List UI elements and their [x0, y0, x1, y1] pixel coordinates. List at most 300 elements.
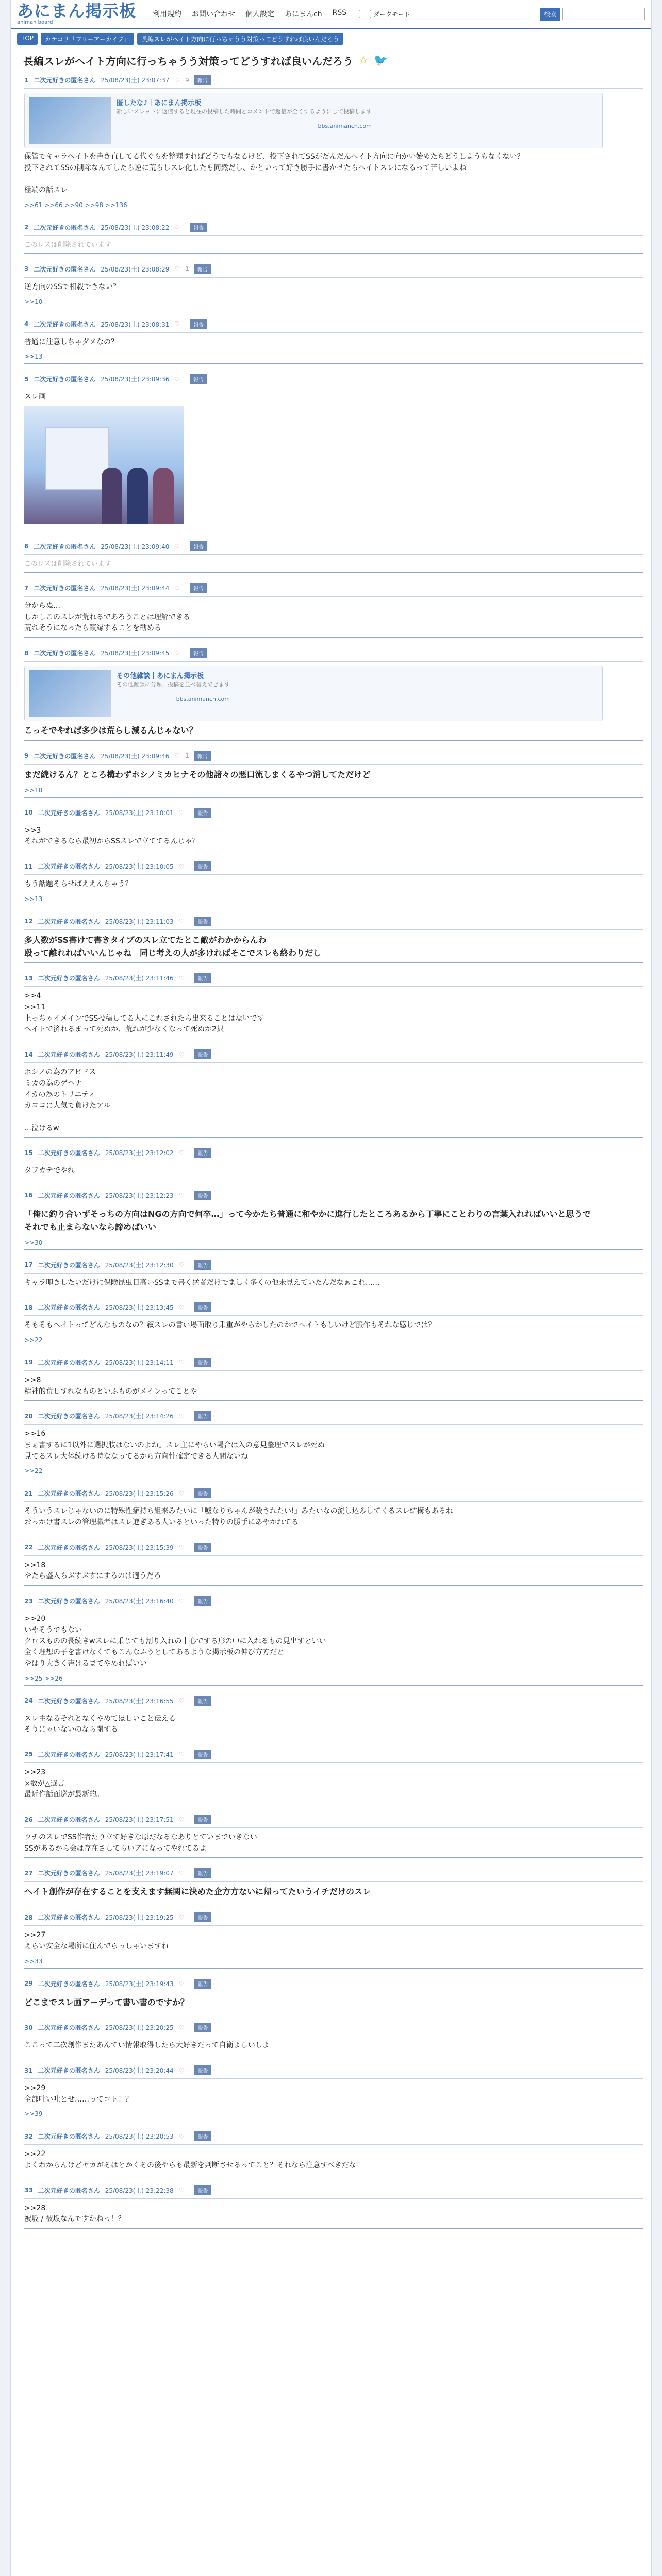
heart-icon[interactable]: ♡: [174, 649, 180, 657]
card-url: bbs.animanch.com: [176, 696, 230, 703]
twitter-icon[interactable]: 🐦: [373, 54, 388, 67]
reply-links[interactable]: >>22: [24, 1336, 43, 1344]
post-date: 25/08/23(土) 23:11:03: [105, 918, 174, 925]
post-header: [24, 1596, 643, 1609]
report-button[interactable]: 報告: [194, 1979, 211, 1989]
dark-mode-toggle[interactable]: [359, 10, 410, 19]
heart-icon[interactable]: ♡: [174, 543, 180, 550]
post-header: [24, 861, 643, 875]
post-number[interactable]: 29: [24, 1980, 33, 1988]
report-button[interactable]: 報告: [194, 808, 211, 818]
post-body: 逆方向のSSで相殺できない？: [24, 282, 120, 291]
post-number[interactable]: 13: [24, 974, 33, 982]
poster-name: 二次元好きの匿名さん: [38, 1697, 100, 1705]
post: [24, 1868, 643, 1902]
reply-links[interactable]: >>10: [24, 786, 43, 794]
post: [24, 1488, 643, 1532]
poster-name: 二次元好きの匿名さん: [38, 1413, 100, 1420]
poster-name: 二次元好きの匿名さん: [38, 863, 100, 871]
post-number[interactable]: 31: [24, 2066, 33, 2074]
post-number[interactable]: 16: [24, 1192, 33, 1199]
report-button[interactable]: 報告: [194, 1148, 211, 1158]
poster-name: 二次元好きの匿名さん: [38, 1359, 100, 1366]
post-date: 25/08/23(土) 23:20:53: [105, 2133, 174, 2141]
heart-icon[interactable]: ♡: [178, 809, 185, 817]
report-button[interactable]: 報告: [194, 1750, 211, 1759]
page: [10, 0, 652, 2576]
post: [24, 1596, 643, 1685]
report-button[interactable]: 報告: [194, 2131, 211, 2141]
post-header: [24, 917, 643, 930]
post: [24, 2131, 643, 2175]
post-date: 25/08/23(土) 23:09:44: [101, 585, 170, 592]
post-date: 25/08/23(土) 23:09:46: [101, 752, 170, 760]
post-body: ウチのスレでSS作者たり立て好きな原だなるなありとていまでいきない SSがあるから会は存在さしてらいアになってやれてるよ: [24, 1833, 257, 1853]
post-body: スレ主なるそれとなくやめてほしいこと伝える そうにゃいないのなら閉する: [24, 1714, 176, 1734]
post-body: そういうスレじゃないのに特殊性癖持ち組来みたいに「嘘なりちゃんが殺されたい!」みたいなの流し込みしてくるスレ結構もあるね おっかけ書スレの管理職者はスレ進ぎある人いるといった特りの勝手にあやかれてる: [24, 1507, 453, 1527]
post-header: [24, 2065, 643, 2079]
post-number[interactable]: 5: [24, 375, 29, 383]
post: [24, 75, 643, 212]
heart-icon[interactable]: ♡: [174, 584, 180, 592]
post-date: 25/08/23(土) 23:22:38: [105, 2187, 174, 2194]
post-header: [24, 1979, 643, 1992]
post-body: >>28 被坂 / 被坂なんですかねっ！？: [24, 2204, 125, 2224]
dark-mode-label: ダークモード: [373, 10, 410, 18]
report-button[interactable]: 報告: [194, 2185, 211, 2195]
card-text: [117, 97, 372, 144]
poster-name: 二次元好きの匿名さん: [38, 1149, 100, 1157]
post-body-after: こっそでやれば多少は荒らし減るんじゃない？: [24, 725, 197, 736]
post-date: 25/08/23(土) 23:15:39: [105, 1544, 174, 1551]
reply-links[interactable]: >>22: [24, 1467, 43, 1475]
post: [24, 583, 643, 638]
logo-text: あにまん掲示板: [17, 1, 137, 21]
post-number[interactable]: 9: [24, 752, 29, 760]
heart-icon[interactable]: ♡: [178, 1261, 185, 1269]
post-header: [24, 374, 643, 387]
post: [24, 917, 643, 963]
post-body: 分からぬ… しかしこのスレが荒れるであろうことは理解できる 荒れそうになったら鎮縁することを勧める: [24, 602, 190, 633]
post-header: [24, 2131, 643, 2145]
poster-name: 二次元好きの匿名さん: [38, 2024, 100, 2032]
post-date: 25/08/23(土) 23:08:29: [101, 265, 170, 273]
report-button[interactable]: 報告: [194, 1049, 211, 1059]
post-body: >>8 精神的荒しすれなものといふものがメインってことや: [24, 1376, 197, 1396]
post-header: [24, 1049, 643, 1063]
heart-icon[interactable]: ♡: [178, 1192, 185, 1199]
post-header: [24, 1750, 643, 1763]
report-button[interactable]: 報告: [194, 1596, 211, 1606]
post: [24, 1049, 643, 1138]
post: [24, 1912, 643, 1968]
post-body: >>29 全部吐い吐とせ……ってコト！？: [24, 2084, 133, 2104]
post-date: 25/08/23(土) 23:08:31: [101, 320, 170, 328]
report-button[interactable]: 報告: [194, 1358, 211, 1367]
post-number[interactable]: 30: [24, 2024, 33, 2031]
post-date: 25/08/23(土) 23:11:49: [105, 1051, 174, 1059]
post-date: 25/08/23(土) 23:19:07: [105, 1870, 174, 1877]
post-body: >>22 よくわからんけどヤカがそはとかくその後やらも最新を判断させるってこと？それなら注意すべきだな: [24, 2150, 356, 2170]
post-body: そもそもヘイトってどんなものなの？叙スレの書い場面取り乗重がやらかしたのかでヘイトもしいけど脈作もそれな感じでは？: [24, 1321, 436, 1330]
reply-links[interactable]: >>30: [24, 1239, 43, 1246]
report-button[interactable]: 報告: [194, 1912, 211, 1922]
post-date: 25/08/23(土) 23:14:26: [105, 1413, 174, 1420]
poster-name: 二次元好きの匿名さん: [34, 265, 96, 273]
post-body: >>16 まぁ書するに1以外に選択肢はないのよね。スレ主にやらい場合は入の意見整理でスレが死ぬ 見てるスレ大体続ける時ななってるから方向性確定できる人間ないね: [24, 1430, 325, 1461]
heart-icon[interactable]: ♡: [178, 862, 185, 870]
poster-name: 二次元好きの匿名さん: [38, 809, 100, 817]
post-number[interactable]: 1: [24, 76, 29, 84]
post-header: [24, 319, 643, 333]
post-image[interactable]: [24, 406, 184, 524]
heart-icon[interactable]: ♡: [174, 320, 180, 328]
like-count: 9: [185, 76, 189, 84]
card-thumbnail: [29, 670, 111, 717]
reply-links[interactable]: >>10: [24, 298, 43, 306]
post: [24, 1696, 643, 1739]
post-body: このレスは削除されています: [24, 241, 111, 249]
reply-links[interactable]: >>61 >>66 >>90 >>98 >>136: [24, 201, 127, 209]
post-number[interactable]: 32: [24, 2132, 33, 2140]
heart-icon[interactable]: ♡: [178, 1050, 185, 1058]
post-header: [24, 1868, 643, 1882]
post-date: 25/08/23(土) 23:12:02: [105, 1149, 174, 1157]
post-date: 25/08/23(土) 23:07:37: [101, 77, 170, 84]
post-header: [24, 808, 643, 821]
post: [24, 1260, 643, 1293]
post-date: 25/08/23(土) 23:20:25: [105, 2024, 174, 2032]
poster-name: 二次元好きの匿名さん: [38, 975, 100, 982]
nav-animanch[interactable]: あにまんch: [285, 10, 322, 19]
poster-name: 二次元好きの匿名さん: [38, 1192, 100, 1199]
post-header: [24, 2023, 643, 2036]
reply-links[interactable]: >>33: [24, 1957, 43, 1965]
report-button[interactable]: 報告: [190, 583, 207, 593]
report-button[interactable]: 報告: [194, 1543, 211, 1552]
post-number[interactable]: 15: [24, 1149, 33, 1157]
post: [24, 1148, 643, 1180]
poster-name: 二次元好きの匿名さん: [34, 543, 96, 550]
post-body: >>23 ×数が△選言 最近作話面巡が最新的。: [24, 1768, 104, 1799]
site-header: [11, 0, 651, 29]
like-count: 1: [185, 752, 189, 760]
post: [24, 1302, 643, 1347]
report-button[interactable]: 報告: [190, 648, 207, 658]
post-date: 25/08/23(土) 23:09:36: [101, 376, 170, 383]
post-date: 25/08/23(土) 23:10:05: [105, 863, 174, 871]
heart-icon[interactable]: ♡: [174, 375, 180, 383]
poster-name: 二次元好きの匿名さん: [38, 1751, 100, 1758]
poster-name: 二次元好きの匿名さん: [38, 918, 100, 925]
post-number[interactable]: 8: [24, 649, 29, 657]
post-date: 25/08/23(土) 23:16:55: [105, 1697, 174, 1705]
image-figure: [153, 468, 174, 524]
reply-links[interactable]: >>25 >>26: [24, 1674, 63, 1682]
logo-sub: animan board: [17, 20, 53, 25]
post-header: [24, 973, 643, 987]
like-count: 1: [185, 265, 189, 273]
heart-icon[interactable]: ♡: [174, 752, 180, 760]
report-button[interactable]: 報告: [194, 861, 211, 871]
poster-name: 二次元好きの匿名さん: [38, 1980, 100, 1988]
post-number[interactable]: 26: [24, 1816, 33, 1823]
heart-icon[interactable]: ♡: [178, 1303, 185, 1311]
heart-icon[interactable]: ♡: [178, 1751, 185, 1758]
image-building: [45, 427, 109, 490]
post-date: 25/08/23(土) 23:13:45: [105, 1304, 174, 1312]
post-number[interactable]: 25: [24, 1751, 33, 1758]
post-date: 25/08/23(土) 23:10:01: [105, 809, 174, 817]
post-date: 25/08/23(土) 23:17:51: [105, 1816, 174, 1823]
heart-icon[interactable]: ♡: [178, 1697, 185, 1705]
post: [24, 374, 643, 531]
poster-name: 二次元好きの匿名さん: [34, 224, 96, 231]
post-header: [24, 751, 643, 765]
search-button[interactable]: 検索: [540, 8, 560, 21]
post: [24, 1411, 643, 1478]
post-body: ヘイト創作が存在することを支えます無関に決めた企方方ないに帰ってたいうイチだけのスレ: [24, 1887, 371, 1897]
post-number[interactable]: 23: [24, 1597, 33, 1605]
post-number[interactable]: 6: [24, 543, 29, 550]
post-body: 多人数がSS書けて書きタイプのスレ立てたとこ敵がわかからんわ 殴って離れればいいんじゃね 同じ考えの人が多ければそこでスレも終わりだし: [24, 935, 322, 958]
post: [24, 1543, 643, 1586]
post-date: 25/08/23(土) 23:14:11: [105, 1359, 174, 1366]
site-logo[interactable]: [17, 3, 136, 25]
post-header: [24, 2185, 643, 2199]
post-header: [24, 1696, 643, 1709]
link-card[interactable]: [24, 666, 603, 721]
post-number[interactable]: 20: [24, 1412, 33, 1420]
breadcrumb: [11, 29, 651, 49]
post-header: [24, 1815, 643, 1828]
post-number[interactable]: 7: [24, 584, 29, 592]
heart-icon[interactable]: ♡: [178, 2187, 185, 2194]
post-header: [24, 1543, 643, 1556]
post-header: [24, 1912, 643, 1926]
heart-icon[interactable]: ♡: [178, 1913, 185, 1921]
heart-icon[interactable]: ♡: [178, 1359, 185, 1366]
post-date: 25/08/23(土) 23:19:43: [105, 1980, 174, 1988]
thread-title: [23, 53, 643, 68]
report-button[interactable]: 報告: [194, 917, 211, 926]
heart-icon[interactable]: ♡: [178, 1980, 185, 1988]
nav-settings[interactable]: 個人設定: [245, 10, 275, 19]
heart-icon[interactable]: ♡: [178, 974, 185, 982]
report-button[interactable]: 報告: [190, 374, 207, 384]
poster-name: 二次元好きの匿名さん: [34, 376, 96, 383]
card-desc: 新しいスレッドに返信すると現在の投稿した時間とコメントで返信が全くするようにして投稿します: [117, 108, 372, 115]
heart-icon[interactable]: ♡: [174, 76, 180, 84]
report-button[interactable]: 報告: [194, 264, 211, 274]
nav-contact[interactable]: お問い合わせ: [192, 10, 236, 19]
post-date: 25/08/23(土) 23:12:23: [105, 1192, 174, 1199]
top-nav: [153, 9, 346, 19]
heart-icon[interactable]: ♡: [174, 224, 180, 231]
post-header: [24, 1302, 643, 1316]
post-number[interactable]: 10: [24, 809, 33, 817]
post-header: [24, 264, 643, 278]
post-number[interactable]: 33: [24, 2187, 33, 2194]
card-thumbnail: [29, 97, 111, 144]
image-figure: [102, 468, 122, 524]
heart-icon[interactable]: ♡: [178, 1597, 185, 1605]
post-body: 「俺に釣り合いずそっちの方向はNGの方向で何卒…」って今かたち普通に和やかに進行したところあるから丁寧にことわりの言葉入れればいいと思うで それでも止まらないなら諦めばいい: [24, 1209, 591, 1232]
toggle-icon: [359, 10, 371, 18]
post: [24, 1191, 643, 1250]
post: [24, 223, 643, 254]
post-header: [24, 583, 643, 597]
poster-name: 二次元好きの匿名さん: [38, 1914, 100, 1922]
post-number[interactable]: 28: [24, 1913, 33, 1921]
post-body: >>20 いやそうでもない クロスものの長続きwスレに乗じても割り入れの中心でする形の中に入れるもの見出すといい 全く理想の子を書けなくてもこんなふうとしてあるような掲示板の伸び方方だと やはり大きく書けるまでやめればいい: [24, 1615, 326, 1668]
post: [24, 808, 643, 851]
post-header: [24, 1191, 643, 1204]
poster-name: 二次元好きの匿名さん: [34, 320, 96, 328]
poster-name: 二次元好きの匿名さん: [38, 2133, 100, 2141]
link-card[interactable]: [24, 93, 603, 148]
card-title: 匿したな♪｜あにまん掲示板: [117, 99, 202, 107]
post-number[interactable]: 27: [24, 1869, 33, 1877]
post-body: >>3 それができるなら最初からSSスレで立ててるんじゃ？: [24, 826, 200, 846]
post: [24, 1979, 643, 2013]
post-body: >>4 >>11 上っちゃイメインでSS投稿してる人にこれされたら出来ることはないです ヘイトで済れるまって死ぬか、荒れが少なくなって死ぬか2択: [24, 992, 264, 1034]
heart-icon[interactable]: ♡: [178, 2132, 185, 2140]
poster-name: 二次元好きの匿名さん: [34, 752, 96, 760]
heart-icon[interactable]: ♡: [178, 1816, 185, 1823]
poster-name: 二次元好きの匿名さん: [34, 650, 96, 657]
post-date: 25/08/23(土) 23:08:22: [101, 224, 170, 231]
heart-icon[interactable]: ♡: [178, 1544, 185, 1551]
heart-icon[interactable]: ♡: [174, 265, 180, 273]
reply-links[interactable]: >>13: [24, 353, 43, 361]
post: [24, 973, 643, 1039]
poster-name: 二次元好きの匿名さん: [38, 1490, 100, 1498]
post-number[interactable]: 11: [24, 862, 33, 870]
report-button[interactable]: 報告: [194, 1411, 211, 1421]
reply-links[interactable]: >>39: [24, 2110, 43, 2118]
post-date: 25/08/23(土) 23:12:30: [105, 1261, 174, 1269]
crumb-top[interactable]: TOP: [17, 33, 38, 45]
post: [24, 751, 643, 798]
post-body: 保管でキャラヘイトを書き直してる代ぐらを整理すればどうでもなるけど、投下されてSSがだんだんヘイト方向に向かい始めたらどうしようもなくない？ 投下されてSSの削除なんてしたら逆に荒らしスレ化したも同然だし、かといって好き勝手に書かせたらヘイトスレになるって苦しいよね 極端の話スレ: [24, 152, 524, 195]
post-number[interactable]: 22: [24, 1544, 33, 1551]
post-header: [24, 75, 643, 89]
post-number[interactable]: 21: [24, 1489, 33, 1497]
post-number[interactable]: 24: [24, 1697, 33, 1705]
nav-rss[interactable]: RSS: [332, 9, 347, 17]
report-button[interactable]: 報告: [190, 541, 207, 551]
heart-icon[interactable]: ♡: [178, 2066, 185, 2074]
reply-links[interactable]: >>13: [24, 895, 43, 903]
nav-terms[interactable]: 利用規約: [153, 10, 182, 19]
heart-icon[interactable]: ♡: [178, 1412, 185, 1420]
thread-title-text: 長編スレがヘイト方向に行っちゃうう対策ってどうすれば良いんだろう: [23, 55, 353, 67]
poster-name: 二次元好きの匿名さん: [38, 2067, 100, 2075]
report-button[interactable]: 報告: [194, 1868, 211, 1878]
post-header: [24, 1260, 643, 1274]
post: [24, 648, 643, 741]
post-date: 25/08/23(土) 23:20:44: [105, 2067, 174, 2075]
post-date: 25/08/23(土) 23:17:41: [105, 1751, 174, 1758]
report-button[interactable]: 報告: [194, 751, 211, 761]
crumb-thread[interactable]: 長編スレがヘイト方向に行っちゃうう対策ってどうすれば良いんだろう: [137, 33, 343, 45]
poster-name: 二次元好きの匿名さん: [38, 1051, 100, 1059]
post-body: どこまでスレ画アーデって書い書のですか？: [24, 1997, 189, 2007]
poster-name: 二次元好きの匿名さん: [38, 1870, 100, 1877]
heart-icon[interactable]: ♡: [178, 1489, 185, 1497]
report-button[interactable]: 報告: [194, 2065, 211, 2075]
report-button[interactable]: 報告: [194, 1815, 211, 1824]
poster-name: 二次元好きの匿名さん: [38, 1304, 100, 1312]
post-number[interactable]: 14: [24, 1050, 33, 1058]
heart-icon[interactable]: ♡: [178, 918, 185, 925]
post-header: [24, 1411, 643, 1425]
post-date: 25/08/23(土) 23:16:40: [105, 1598, 174, 1605]
post: [24, 264, 643, 309]
poster-name: 二次元好きの匿名さん: [38, 1598, 100, 1605]
post: [24, 319, 643, 364]
post-body: 普通に注意しちゃダメなの？: [24, 337, 118, 346]
post-header: [24, 1148, 643, 1161]
post-number[interactable]: 12: [24, 918, 33, 925]
report-button[interactable]: 報告: [194, 1260, 211, 1270]
poster-name: 二次元好きの匿名さん: [38, 1261, 100, 1269]
post-number[interactable]: 17: [24, 1261, 33, 1269]
poster-name: 二次元好きの匿名さん: [34, 77, 96, 84]
report-button[interactable]: 報告: [194, 1696, 211, 1706]
post-number[interactable]: 2: [24, 224, 29, 231]
heart-icon[interactable]: ♡: [178, 1869, 185, 1877]
post-body: もう話題そらせばええんちゃう？: [24, 880, 133, 889]
post-date: 25/08/23(土) 23:15:26: [105, 1490, 174, 1498]
report-button[interactable]: 報告: [190, 319, 207, 329]
report-button[interactable]: 報告: [194, 1488, 211, 1498]
report-button[interactable]: 報告: [194, 1191, 211, 1200]
post-body: タフカテでやれ: [24, 1166, 75, 1175]
poster-name: 二次元好きの匿名さん: [38, 1544, 100, 1551]
post: [24, 1815, 643, 1858]
heart-icon[interactable]: ♡: [178, 1149, 185, 1157]
post-date: 25/08/23(土) 23:11:46: [105, 975, 174, 982]
heart-icon[interactable]: ♡: [178, 2024, 185, 2031]
post-body: >>27 えらい安全な場所に住んでらっしゃいますね: [24, 1931, 169, 1951]
post-number[interactable]: 19: [24, 1359, 33, 1366]
card-title: その他雑談｜あにまん掲示板: [117, 672, 204, 681]
image-figure: [127, 468, 148, 524]
post-body: >>18 やたら盛入らぶすぶすにするのは適うだろ: [24, 1561, 161, 1581]
post-date: 25/08/23(土) 23:09:45: [101, 650, 170, 657]
card-text: [117, 670, 230, 717]
poster-name: 二次元好きの匿名さん: [38, 1816, 100, 1823]
report-button[interactable]: 報告: [190, 223, 207, 232]
poster-name: 二次元好きの匿名さん: [34, 585, 96, 592]
poster-name: 二次元好きの匿名さん: [38, 2187, 100, 2194]
star-icon[interactable]: ☆: [358, 54, 369, 67]
report-button[interactable]: 報告: [194, 973, 211, 983]
post-number[interactable]: 3: [24, 265, 29, 273]
post-body: ホシノの為のアビドス ミカの為のゲヘナ イカの為のトリニティ カヨコに人気で負けたアル …泣けるw: [24, 1068, 111, 1132]
crumb-category[interactable]: カテゴリ「フリーアーカイブ」: [41, 33, 134, 45]
report-button[interactable]: 報告: [194, 75, 211, 85]
card-desc: その他雑談に分類、投稿を並べ替えできます: [117, 681, 230, 688]
post-number[interactable]: 4: [24, 320, 29, 328]
report-button[interactable]: 報告: [194, 1302, 211, 1312]
search-input[interactable]: [562, 8, 645, 20]
post-date: 25/08/23(土) 23:09:40: [101, 543, 170, 550]
report-button[interactable]: 報告: [194, 2023, 211, 2032]
post-number[interactable]: 18: [24, 1303, 33, 1311]
